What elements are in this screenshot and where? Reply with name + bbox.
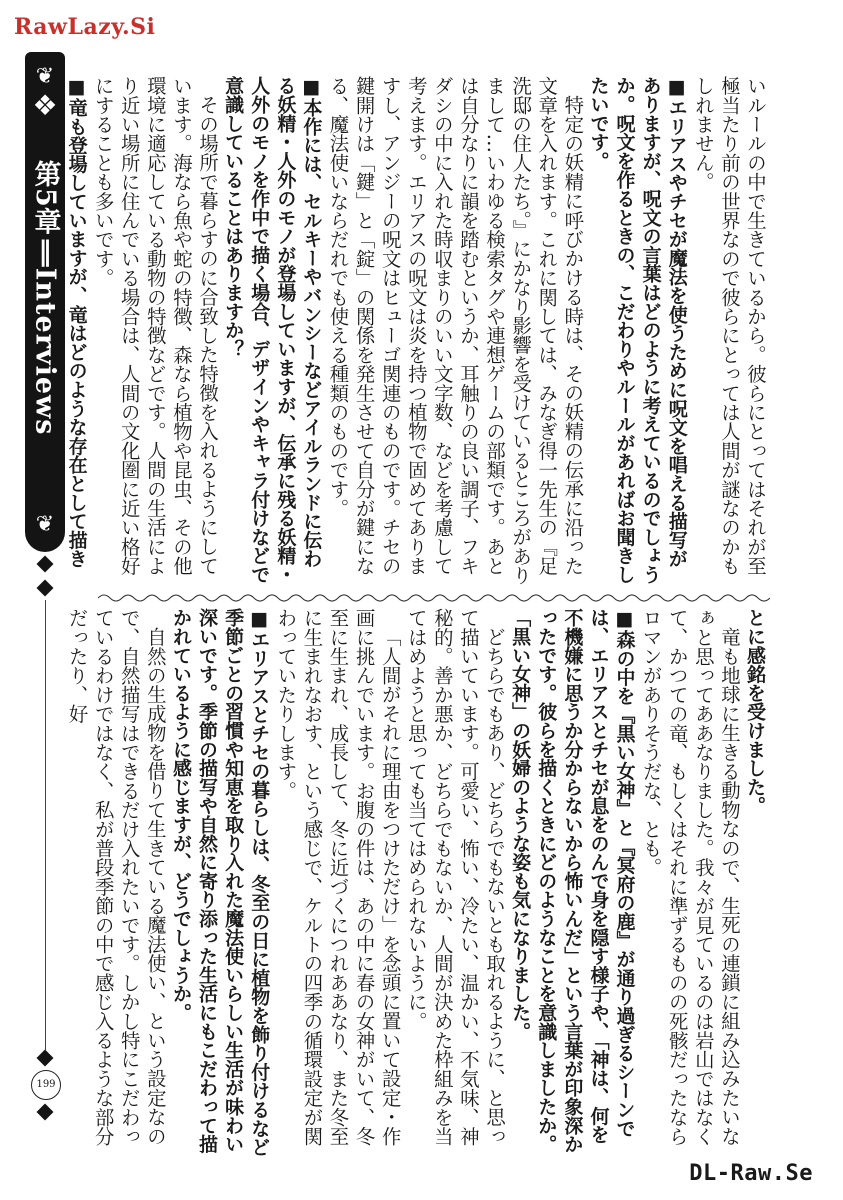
flourish-icon: ❖ [32, 89, 58, 122]
section-divider [98, 592, 770, 604]
paragraph: 「人間がそれに理由をつけただけ」を念頭に置いて設定・作画に挑んでいます。お腹の件は、あの中に春の女神がいて、冬至に生まれ、成長して、冬に近づくにつれああなり、また冬至に生まれなおす、という感じで、ケルトの四季の循環設定が関わっていたりします。 [274, 608, 402, 1146]
text-column-bottom [62, 608, 768, 1158]
interview-question: ■竜も登場していますが、竜はどのような存在として描き [65, 76, 88, 568]
watermark-bottom: DL-Raw.Se [689, 1161, 813, 1186]
interview-question: ■本作には、セルキーやバンシーなどアイルランドに伝わる妖精・人外のモノが登場していますが、伝承に残る妖精・人外のモノを作中で描く場合、デザインやキャラ付けなどで意識していることはありますか？ [222, 76, 323, 584]
interview-question: ■エリアスやチセが魔法を使うために呪文を唱える描写がありますが、呪文の言葉はどのように考えているのでしょうか。呪文を作るときの、こだわりやルールがあればお聞きしたいです。 [587, 76, 688, 584]
chapter-title: 第5章‖Interviews [29, 160, 61, 436]
paragraph: 特定の妖精に呼びかける時は、その妖精の伝承に沿った文章を入れます。これに関しては、みなぎ得一先生の『足洗邸の住人たち。』にかなり影響を受けているところがありまして…いわゆる検索タグや連想ゲームの部類です。あとは自分なりに韻を踏むというか、耳触りの良い調子、フキダシの中に入れた時収まりのいい文字数、などを考慮して考えます。エリアスの呪文は炎を持つ植物で固めてありますし、アンジーの呪文はヒューゴ関連のものです。チセの鍵開けは「鍵」と「錠」の関係を発生させて自分が鍵になる、魔法使いならだれでも使える種類のものです。 [326, 76, 585, 585]
ornament-bottom-icon: ❦ [35, 512, 55, 537]
paragraph: 自然の生成物を借りて生きている魔法使い、という設定なので、自然描写はできるだけ入れたいです。しかし特にこだわっているわけではなく、私が普段季節の中で感じ入るような部分だったり、好 [65, 608, 167, 1146]
paragraph: その場所で暮らすのに合致した特徴を入れるようにしています。海なら魚や蛇の特徴、森なら植物や昆虫、その他環境に適応している動物の特徴などです。人間の生活により近い場所に住んでいる場合は、人間の文化圏に近い格好にすることも多いです。 [91, 76, 220, 576]
interview-question: とに感銘を受けました。 [744, 608, 766, 815]
paragraph: どちらでもあり、どちらでもないとも取れるように、と思って描いています。可愛い、怖い、冷たい、温かい、不気味、神秘的。善か悪か、どちらでもないか、人間が決めた枠組みを当てはめようと思っても当てはめられないように。 [404, 608, 507, 1146]
text-column-top [62, 76, 768, 586]
ornament-top-icon: ❦ [35, 64, 55, 89]
page-number: 199 [31, 1070, 61, 1100]
paragraph: 竜も地球に生きる動物なので、生死の連鎖に組み込みたいなぁと思ってああなりました。我々が見ているのは岩山ではなくて、かつての竜、もしくはそれに準ずるものの死骸だったならロマンがありそうだな、とも。 [639, 608, 741, 1146]
diamond-icon [37, 1104, 54, 1121]
paragraph: いルールの中で生きているから。彼らにとってはそれが至極当たり前の世界なので彼らにとっては人間が謎なのかもしれません。 [691, 76, 767, 576]
chapter-tab [25, 52, 65, 552]
sidebar-rule [45, 600, 46, 1050]
watermark-top: RawLazy.Si [14, 14, 156, 40]
diamond-icon [37, 1050, 54, 1067]
chapter-sidebar [25, 52, 65, 1162]
interview-question: ■森の中を『黒い女神』と『冥府の鹿』が通り過ぎるシーンでは、エリアスとチセが息をのんで身を隠す様子や、「神は、何を不機嫌に思うか分からないから怖いんだ」という言葉が印象深かったです。彼らを描くときにどのようなことを意識しましたか。「黒い女神」の妖婦のような姿も気になりました。 [509, 608, 636, 1154]
interview-question: ■エリアスとチセの暮らしは、冬至の日に植物を飾り付けるなど季節ごとの習慣や知恵を取り入れた魔法使いらしい生活が味わい深いです。季節の描写や自然に寄り添った生活にもこだわって描かれているように感じますが、どうでしょうか。 [169, 608, 271, 1157]
diamond-icon [37, 556, 54, 573]
diamond-icon [37, 580, 54, 597]
